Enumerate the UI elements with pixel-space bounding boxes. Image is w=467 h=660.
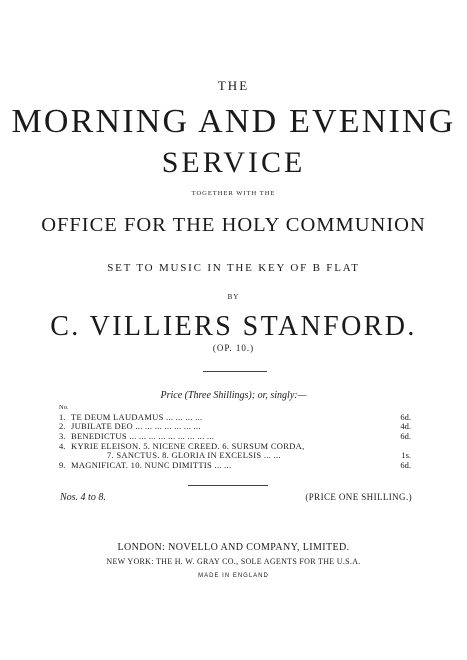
divider-rule [203,371,267,372]
item-price: 6d. [400,431,411,442]
opus-number: (OP. 10.) [212,343,255,353]
item-number: 4. [59,440,66,451]
item-number: 1. [59,411,66,422]
item-price: 6d. [400,411,411,422]
key-subtitle: SET TO MUSIC IN THE KEY OF B FLAT [107,262,360,274]
number-header: No. [59,404,69,411]
series-numbers: Nos. 4 to 8. [60,492,106,503]
item-title: KYRIE ELEISON. 5. NICENE CREED. 6. SURSUM CORDA, [71,440,305,451]
title-line-1: MORNING AND EVENING [11,103,456,140]
divider-rule [188,485,268,486]
made-in-england: MADE IN ENGLAND [198,573,269,579]
together-with-label: TOGETHER WITH THE [191,190,276,197]
item-title: MAGNIFICAT. 10. NUNC DIMITTIS ... ... [71,460,232,471]
item-title: BENEDICTUS ... ... ... ... ... ... ... ... ... [71,431,215,442]
item-price: 6d. [400,460,411,471]
by-label: BY [227,293,240,301]
title-line-2: SERVICE [161,146,306,179]
agent-line: NEW YORK: THE H. W. GRAY CO., SOLE AGENTS FOR THE U.S.A. [106,557,361,566]
item-number: 2. [59,421,66,432]
office-title: OFFICE FOR THE HOLY COMMUNION [41,214,426,236]
composer-name: C. VILLIERS STANFORD. [50,311,417,342]
item-title: 7. SANCTUS. 8. GLORIA IN EXCELSIS ... ... [107,450,281,461]
item-price: 1s. [401,450,411,461]
list-item [59,461,411,471]
item-number: 3. [59,431,66,442]
series-price: (PRICE ONE SHILLING.) [305,492,412,502]
item-title: JUBILATE DEO ... ... ... ... ... ... ... [71,421,201,432]
item-price: 4d. [400,421,411,432]
contents-list [59,403,411,471]
publisher-line: LONDON: NOVELLO AND COMPANY, LIMITED. [117,542,350,553]
the-word: THE [217,78,250,93]
item-title: TE DEUM LAUDAMUS ... ... ... ... [71,411,203,422]
item-number: 9. [59,460,66,471]
price-intro: Price (Three Shillings); or, singly:— [160,390,307,401]
